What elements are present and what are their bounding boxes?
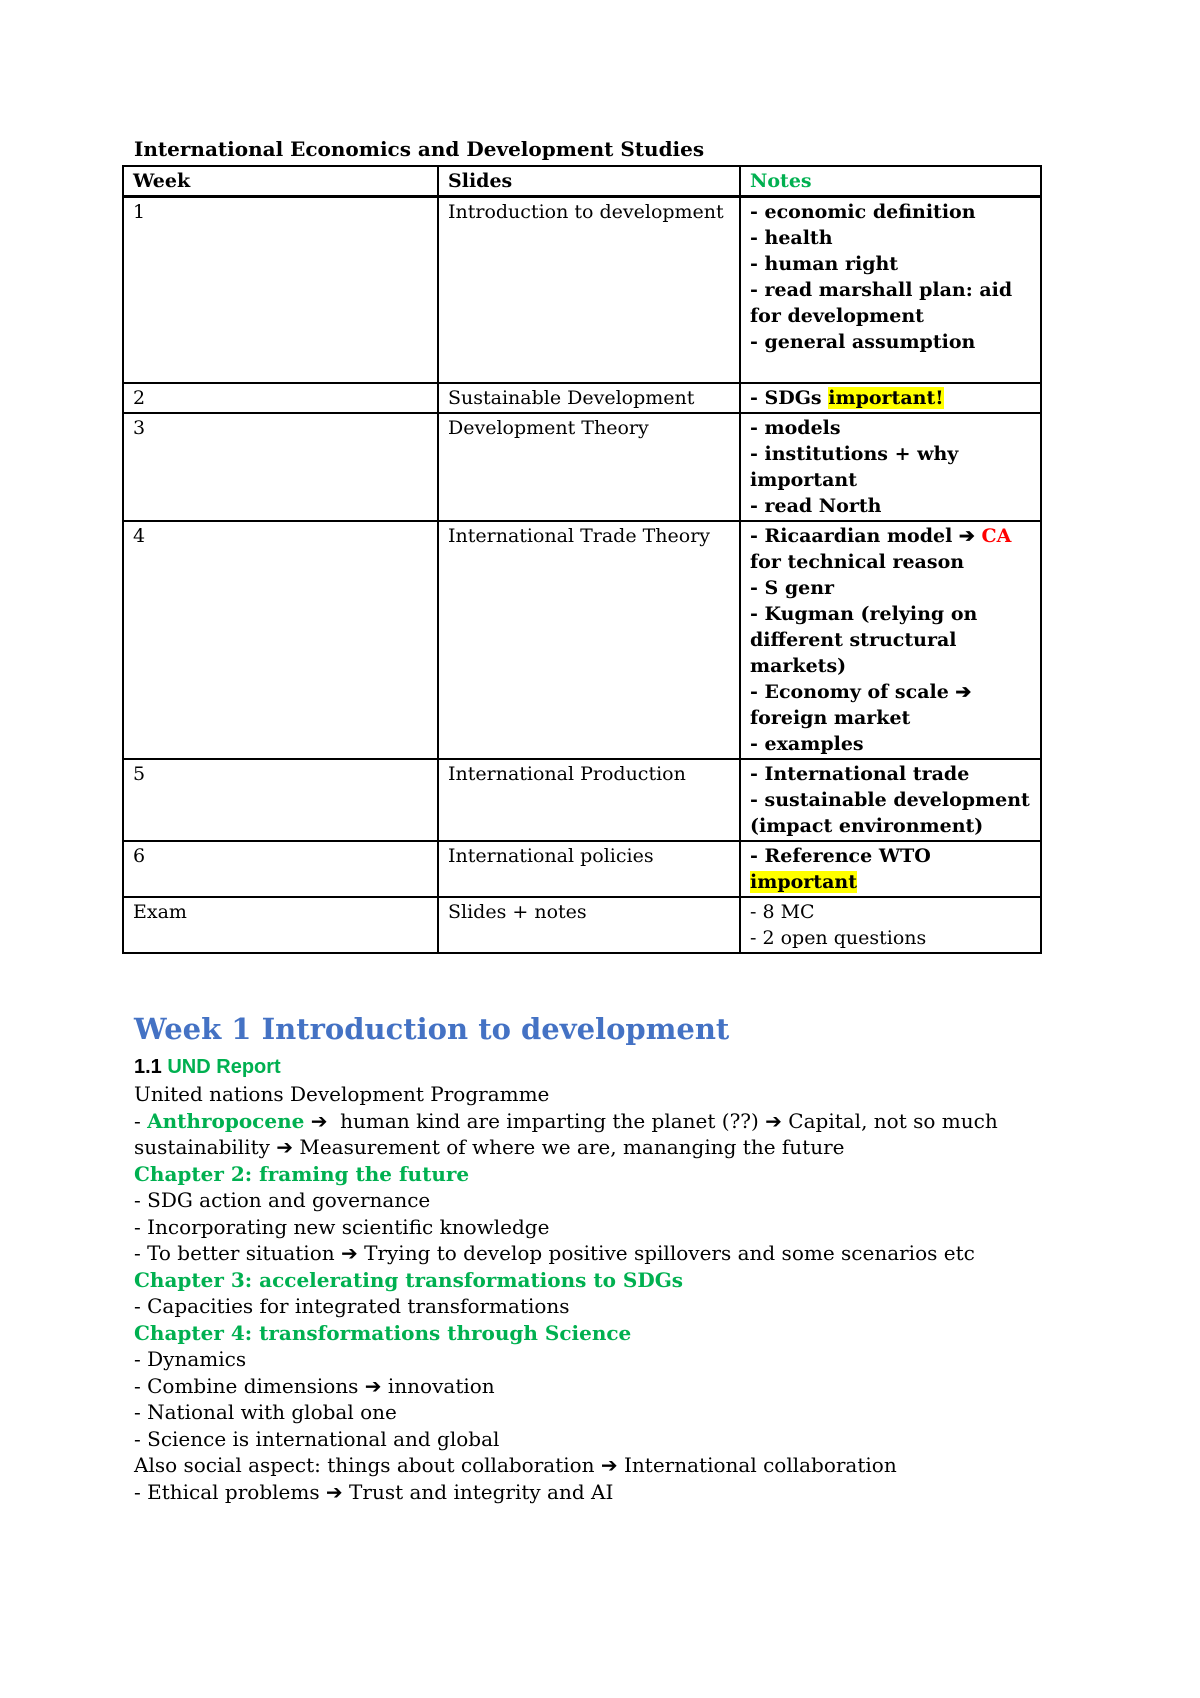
note-line (750, 679, 1031, 705)
text-segment: - health (750, 227, 833, 249)
section-subheading (134, 1054, 1160, 1081)
note-line (750, 869, 1031, 895)
body-line (134, 1134, 1160, 1161)
text-segment: - Reference WTO (750, 845, 931, 867)
note-line (750, 731, 1031, 757)
text-segment: for technical reason (750, 551, 965, 573)
note-line (750, 787, 1031, 813)
text-segment: - read marshall plan: aid (750, 279, 1013, 301)
note-line (750, 467, 1031, 493)
note-line (750, 493, 1031, 519)
text-segment: Chapter 2: framing the future (134, 1161, 470, 1186)
text-segment: - International trade (750, 763, 970, 785)
text-segment: United nations Development Programme (134, 1082, 550, 1106)
note-line (750, 601, 1031, 627)
column-header-notes: Notes (740, 166, 1041, 197)
note-line (750, 523, 1031, 549)
slides-cell: Introduction to development (438, 197, 740, 384)
text-segment: - institutions + why (750, 443, 959, 465)
notes-cell (740, 521, 1041, 759)
body-line (134, 1161, 1160, 1188)
notes-cell (740, 897, 1041, 953)
slides-cell: International Production (438, 759, 740, 841)
note-line (750, 355, 1031, 381)
note-line (750, 549, 1031, 575)
text-segment: - Ethical problems ➔ Trust and integrity and AI (134, 1479, 614, 1504)
body-line (134, 1320, 1160, 1347)
note-line (750, 813, 1031, 839)
text-segment: Also social aspect: things about collaboration ➔ International collaboration (134, 1453, 897, 1477)
note-line (750, 441, 1031, 467)
text-segment: - 8 MC (750, 901, 815, 923)
slides-cell: International Trade Theory (438, 521, 740, 759)
body-line (134, 1240, 1160, 1267)
text-segment: CA (981, 525, 1012, 547)
notes-cell (740, 383, 1041, 413)
body-line (134, 1267, 1160, 1294)
text-segment: foreign market (750, 707, 911, 729)
note-line (750, 277, 1031, 303)
body-line (134, 1346, 1160, 1373)
note-line (750, 705, 1031, 731)
text-segment: - Science is international and global (134, 1426, 500, 1451)
note-line (750, 925, 1031, 951)
text-segment: - models (750, 417, 841, 439)
text-segment: - Kugman (relying on (750, 603, 978, 625)
note-line (750, 627, 1031, 653)
course-schedule-table (122, 165, 1042, 954)
body-line (134, 1479, 1160, 1506)
note-line (750, 843, 1031, 869)
text-segment: different structural (750, 629, 957, 651)
text-segment: Chapter 3: accelerating transformations to SDGs (134, 1267, 684, 1292)
text-segment: - To better situation ➔ Trying to develop positive spillovers and some scenarios etc (134, 1241, 975, 1265)
text-segment: - economic definition (750, 201, 976, 223)
section-heading: Week 1 Introduction to development (134, 1012, 730, 1046)
text-segment: Chapter 4: transformations through Science (134, 1320, 632, 1345)
section-body (122, 1081, 1160, 1505)
body-line (134, 1108, 1160, 1135)
text-segment: - S genr (750, 577, 835, 599)
text-segment: - SDGs (750, 387, 829, 409)
highlighted-text: important (750, 871, 857, 893)
slides-cell: Sustainable Development (438, 383, 740, 413)
notes-cell (740, 413, 1041, 521)
text-segment: sustainability ➔ Measurement of where we are, mananging the future (134, 1135, 845, 1159)
body-line (134, 1214, 1160, 1241)
body-line (134, 1426, 1160, 1453)
text-segment: - examples (750, 733, 864, 755)
note-line (750, 329, 1031, 355)
note-line (750, 575, 1031, 601)
table-header-row (123, 166, 1041, 197)
schedule-table-body (123, 197, 1041, 954)
body-line (134, 1187, 1160, 1214)
week-cell: 2 (123, 383, 438, 413)
note-line (750, 415, 1031, 441)
text-segment: - Capacities for integrated transformations (134, 1294, 570, 1318)
text-segment: - National with global one (134, 1400, 397, 1424)
slides-cell: Slides + notes (438, 897, 740, 953)
table-row (123, 841, 1041, 897)
week-cell: 3 (123, 413, 438, 521)
text-segment: 1.1 (134, 1056, 168, 1078)
note-line (750, 251, 1031, 277)
note-line (750, 653, 1031, 679)
highlighted-text: important! (828, 387, 944, 409)
notes-cell (740, 197, 1041, 384)
text-segment: ➔ human kind are imparting the planet (??) ➔ Capital, not so much (304, 1108, 998, 1133)
note-line (750, 199, 1031, 225)
text-segment: - human right (750, 253, 899, 275)
document-title: International Economics and Development Studies (134, 137, 705, 161)
text-segment: - Ricaardian model ➔ (750, 525, 982, 547)
table-row (123, 759, 1041, 841)
text-segment: - (134, 1108, 148, 1133)
note-line (750, 303, 1031, 329)
table-row (123, 897, 1041, 953)
body-line (134, 1452, 1160, 1479)
table-row (123, 383, 1041, 413)
text-segment: - 2 open questions (750, 927, 927, 949)
text-segment: - Combine dimensions ➔ innovation (134, 1373, 495, 1398)
week-cell: 6 (123, 841, 438, 897)
text-segment: (impact environment) (750, 815, 984, 837)
text-segment: markets) (750, 655, 847, 677)
slides-cell: Development Theory (438, 413, 740, 521)
week-cell: 4 (123, 521, 438, 759)
body-line (134, 1293, 1160, 1320)
note-line (750, 899, 1031, 925)
week1-section (122, 1012, 1160, 1505)
text-segment: - Incorporating new scientific knowledge (134, 1214, 550, 1239)
table-header (123, 166, 1041, 197)
table-row (123, 413, 1041, 521)
text-segment: - Dynamics (134, 1347, 247, 1371)
text-segment: Anthropocene (147, 1108, 305, 1133)
body-line (134, 1373, 1160, 1400)
notes-cell (740, 759, 1041, 841)
week-cell: 5 (123, 759, 438, 841)
text-segment: - sustainable development (750, 789, 1030, 811)
text-segment: - Economy of scale ➔ (750, 681, 972, 703)
note-line (750, 385, 1031, 411)
text-segment: - general assumption (750, 331, 976, 353)
column-header-slides: Slides (438, 166, 740, 197)
body-line (134, 1081, 1160, 1108)
column-header-week: Week (123, 166, 438, 197)
text-segment: UND Report (167, 1056, 281, 1078)
text-segment: - SDG action and governance (134, 1188, 431, 1212)
table-row (123, 521, 1041, 759)
week-cell: Exam (123, 897, 438, 953)
table-row (123, 197, 1041, 384)
text-segment: for development (750, 305, 924, 327)
text-segment: - read North (750, 495, 882, 517)
notes-cell (740, 841, 1041, 897)
text-segment: important (750, 469, 857, 491)
body-line (134, 1399, 1160, 1426)
note-line (750, 225, 1031, 251)
week-cell: 1 (123, 197, 438, 384)
slides-cell: International policies (438, 841, 740, 897)
text-segment (750, 357, 756, 379)
note-line (750, 761, 1031, 787)
